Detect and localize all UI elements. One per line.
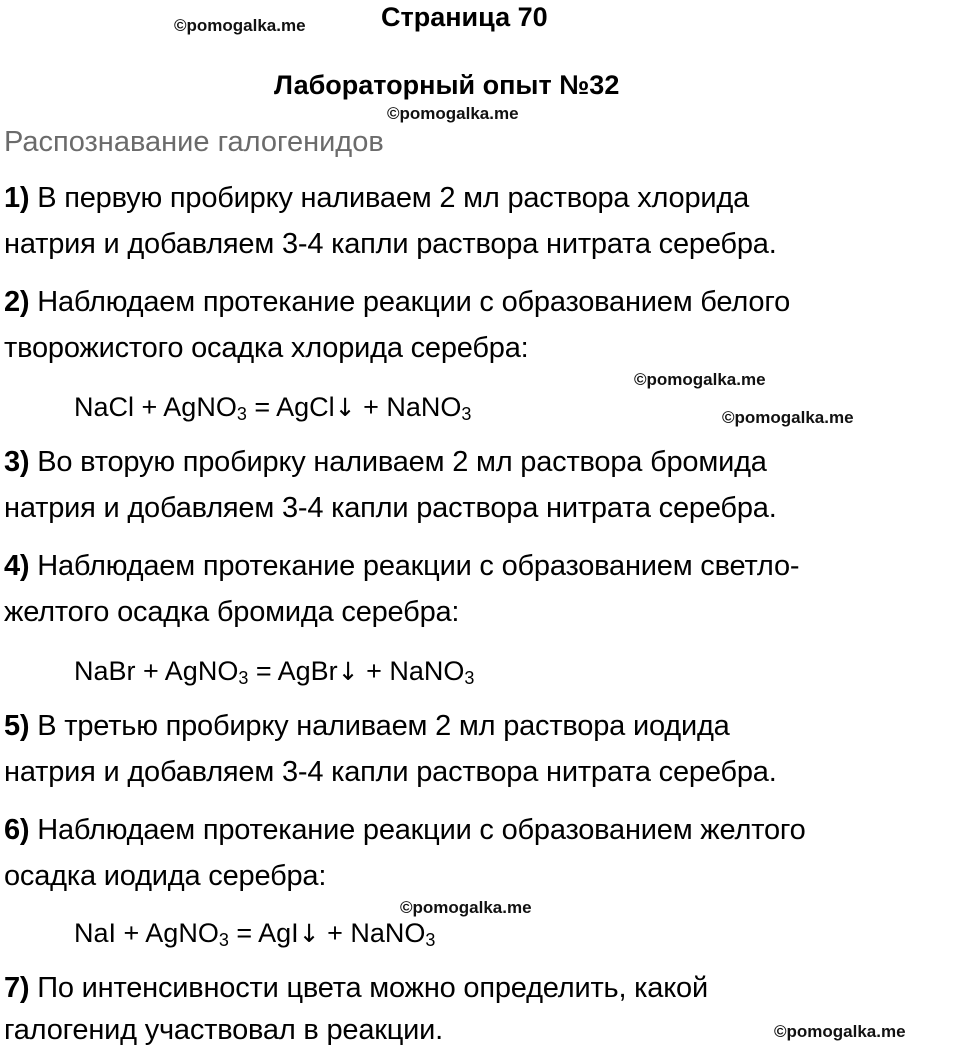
step-text: Во вторую пробирку наливаем 2 мл раствора бромида — [29, 446, 767, 478]
equation-nabr — [74, 656, 474, 687]
watermark: ©pomogalka.me — [400, 898, 532, 917]
step-number: 5) — [4, 710, 30, 742]
step-number: 2) — [4, 286, 30, 318]
watermark: ©pomogalka.me — [174, 16, 306, 35]
step-text: Наблюдаем протекание реакции с образованием светло- — [29, 550, 800, 582]
step-7-line-1 — [4, 972, 708, 1005]
equation-nai — [74, 918, 435, 949]
equation-product: + NaNO — [355, 392, 462, 422]
step-text: Наблюдаем протекание реакции с образованием белого — [29, 286, 790, 318]
subscript: 3 — [461, 404, 472, 424]
equation-product: + NaNO — [319, 918, 426, 948]
equation-product: = AgI — [228, 918, 299, 948]
equation-nacl — [74, 392, 471, 423]
equation-product: = AgBr — [248, 656, 338, 686]
step-text: В третью пробирку наливаем 2 мл раствора иодида — [29, 710, 730, 742]
step-7-line-2: галогенид участвовал в реакции. — [4, 1014, 444, 1046]
experiment-title: Лабораторный опыт №32 — [274, 70, 620, 100]
subscript: 3 — [236, 404, 247, 424]
step-1-line-1 — [4, 182, 749, 215]
step-text: По интенсивности цвета можно определить, какой — [29, 972, 708, 1004]
step-4-line-1 — [4, 550, 799, 583]
equation-product: = AgCl — [246, 392, 335, 422]
equation-reactants: NaCl + AgNO — [74, 392, 237, 422]
equation-product: + NaNO — [358, 656, 465, 686]
subscript: 3 — [425, 930, 436, 950]
subscript: 3 — [464, 668, 475, 688]
subscript: 3 — [218, 930, 229, 950]
watermark: ©pomogalka.me — [774, 1022, 906, 1041]
step-number: 7) — [4, 972, 30, 1004]
watermark: ©pomogalka.me — [634, 370, 766, 389]
step-3-line-1 — [4, 446, 767, 479]
step-text: В первую пробирку наливаем 2 мл раствора хлорида — [29, 182, 750, 214]
step-5-line-1 — [4, 710, 730, 743]
precipitate-arrow-icon: ↓ — [298, 919, 320, 948]
experiment-subtitle: Распознавание галогенидов — [4, 126, 384, 158]
watermark: ©pomogalka.me — [387, 104, 519, 123]
subscript: 3 — [238, 668, 249, 688]
step-number: 3) — [4, 446, 30, 478]
step-2-line-2: творожистого осадка хлорида серебра: — [4, 332, 529, 364]
step-number: 4) — [4, 550, 30, 582]
step-4-line-2: желтого осадка бромида серебра: — [4, 596, 460, 628]
equation-reactants: NaBr + AgNO — [74, 656, 239, 686]
precipitate-arrow-icon: ↓ — [334, 393, 356, 422]
step-number: 6) — [4, 814, 30, 846]
watermark: ©pomogalka.me — [722, 408, 854, 427]
step-6-line-1 — [4, 814, 806, 847]
step-1-line-2: натрия и добавляем 3-4 капли раствора нитрата серебра. — [4, 228, 777, 260]
step-2-line-1 — [4, 286, 790, 319]
step-5-line-2: натрия и добавляем 3-4 капли раствора нитрата серебра. — [4, 756, 777, 788]
step-text: Наблюдаем протекание реакции с образованием желтого — [29, 814, 806, 846]
page-number-heading: Страница 70 — [381, 2, 548, 32]
step-6-line-2: осадка иодида серебра: — [4, 860, 327, 892]
equation-reactants: NaI + AgNO — [74, 918, 219, 948]
step-3-line-2: натрия и добавляем 3-4 капли раствора нитрата серебра. — [4, 492, 777, 524]
step-number: 1) — [4, 182, 30, 214]
precipitate-arrow-icon: ↓ — [337, 657, 359, 686]
